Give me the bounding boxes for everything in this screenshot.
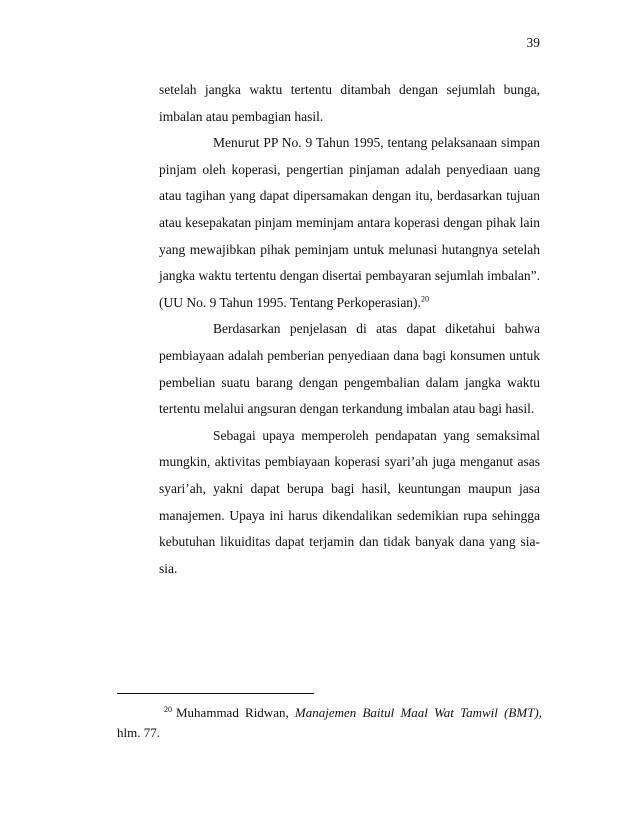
page-number: 39 <box>526 35 540 50</box>
paragraph-pembiayaan: Berdasarkan penjelasan di atas dapat diketahui bahwa pembiayaan adalah pemberian penyediaan dana bagi konsumen untuk pembelian suatu barang dengan pengembalian dalam jangka waktu tertentu melalui angsuran dengan terkandung imbalan atau bagi hasil. <box>159 321 540 417</box>
footnote-author: Muhammad Ridwan, <box>176 705 295 720</box>
footnote-book-title: Manajemen Baitul Maal Wat Tamwil (BMT) <box>294 705 539 720</box>
body-text <box>159 77 540 582</box>
footnote-number: 20 <box>164 704 172 714</box>
paragraph-text: Menurut PP No. 9 Tahun 1995, tentang pelaksanaan simpan pinjam oleh koperasi, pengertian pinjaman adalah penyediaan uang atau tagihan yang dapat dipersamakan dengan itu, berdasarkan tujuan atau kesepakatan pinjam meminjam antara koperasi dengan pihak lain yang mewajibkan pihak peminjam untuk melunasi hutangnya setelah jangka waktu tertentu dengan disertai pembayaran sejumlah imbalan”. (UU No. 9 Tahun 1995. Tentang Perkoperasian). <box>159 135 540 310</box>
footnote-page-ref: , hlm. 77. <box>117 705 542 740</box>
footnote-reference: 20 <box>420 294 429 304</box>
footnote-divider <box>117 693 314 694</box>
paragraph-pp-definition <box>159 130 540 316</box>
paragraph-continuation: setelah jangka waktu tertentu ditambah dengan sejumlah bunga, imbalan atau pembagian hasil. <box>159 82 540 124</box>
footnote <box>117 703 542 743</box>
paragraph-syariah: Sebagai upaya memperoleh pendapatan yang semaksimal mungkin, aktivitas pembiayaan koperasi syari’ah juga menganut asas syari’ah, yakni dapat berupa bagi hasil, keuntungan maupun jasa manajemen. Upaya ini harus dikendalikan sedemikian rupa sehingga kebutuhan likuiditas dapat terjamin dan tidak banyak dana yang sia-sia. <box>159 427 540 576</box>
